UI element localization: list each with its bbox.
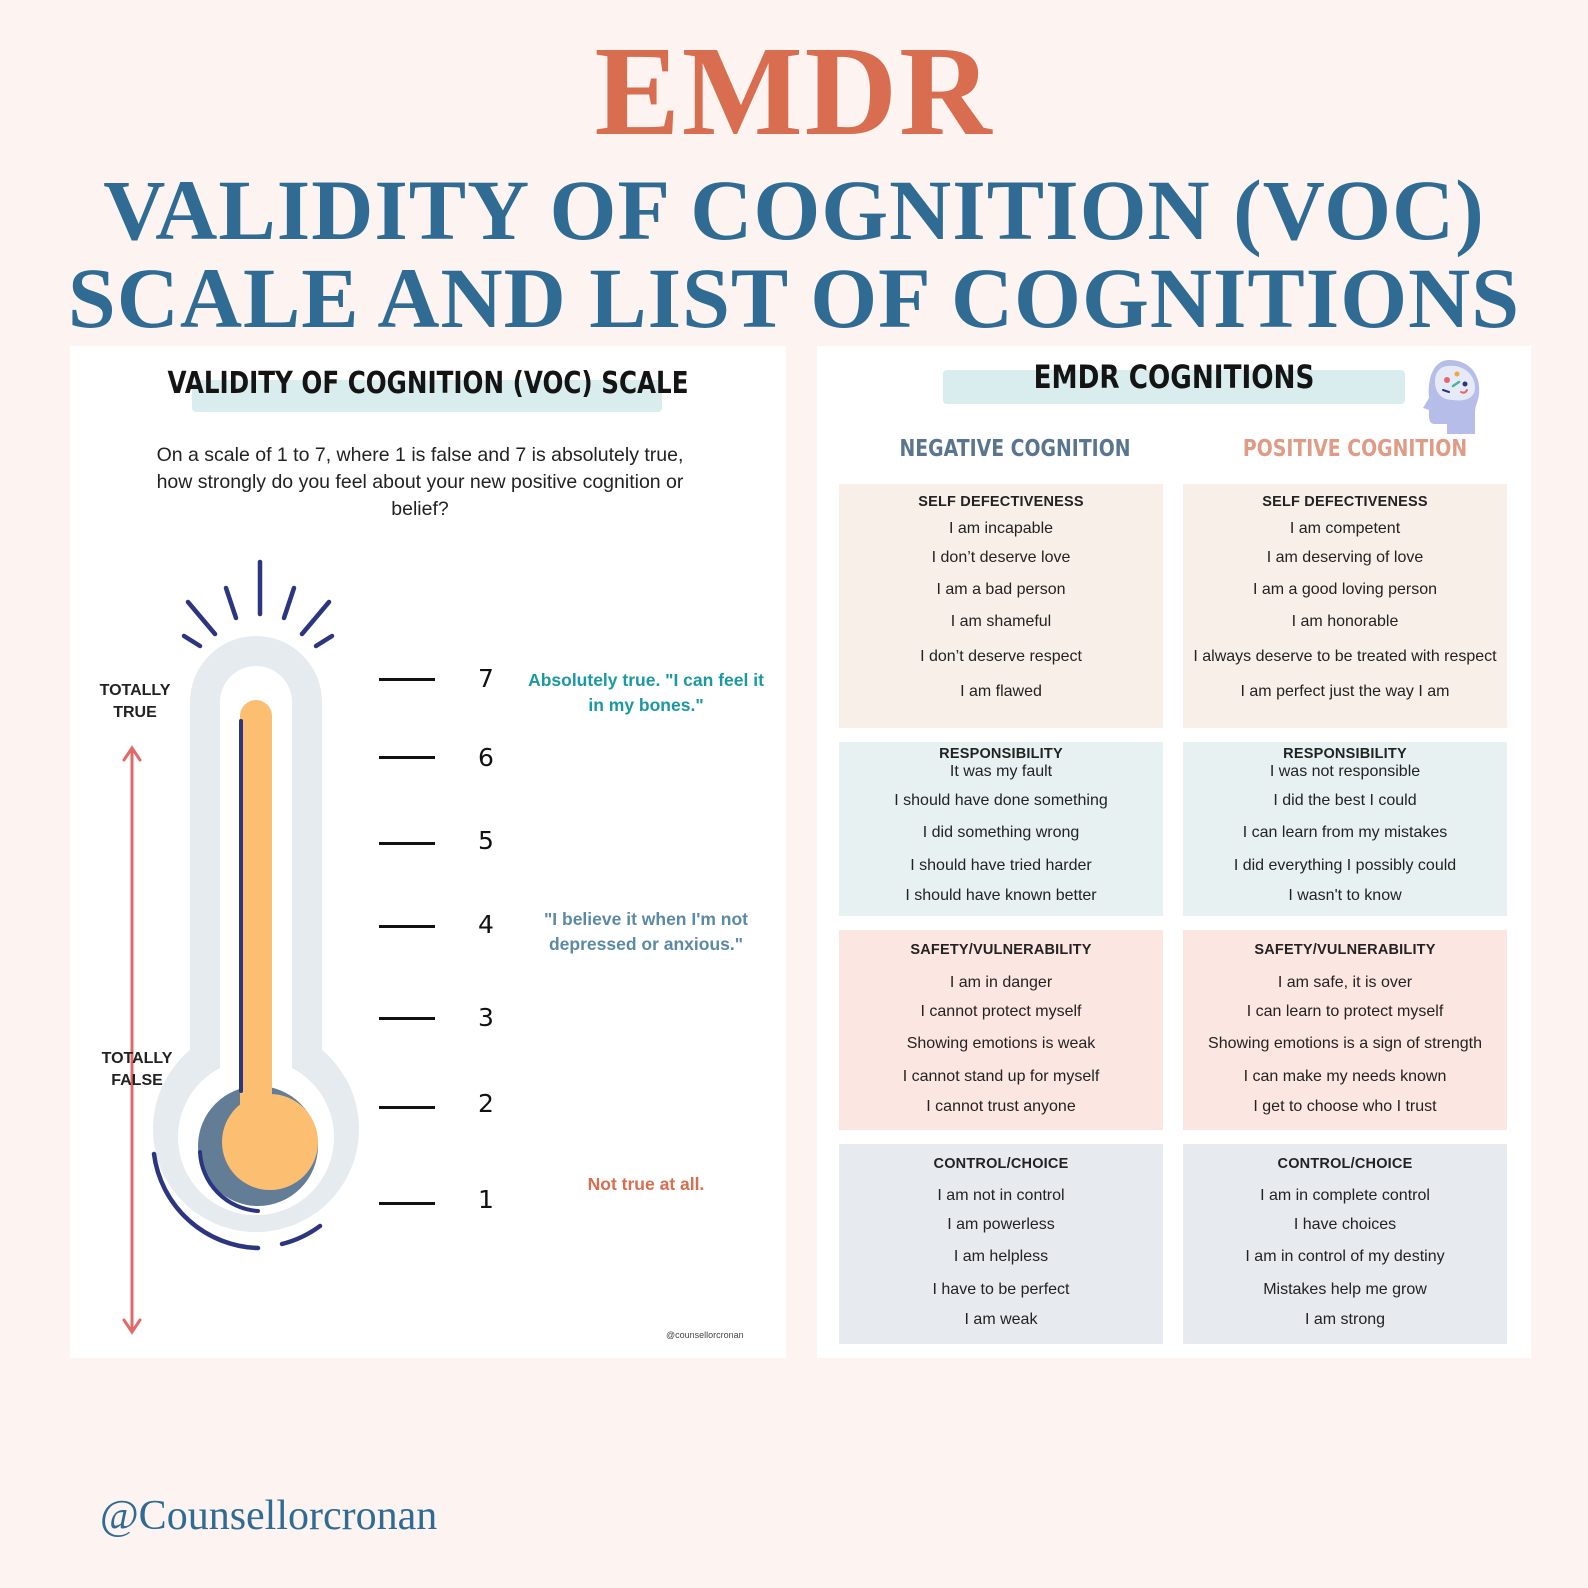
list-item: I am strong <box>1304 1311 1386 1328</box>
scale-question: On a scale of 1 to 7, where 1 is false and 7 is absolutely true, how strongly do you feel about your new positive cognition or belief? <box>156 444 684 520</box>
list-item: I cannot trust anyone <box>926 1098 1076 1115</box>
list-item: I am safe, it is over <box>1277 974 1413 991</box>
main-title: EMDR <box>594 20 994 162</box>
author-handle: @Counsellorcronan <box>100 1493 438 1539</box>
list-item: I am competent <box>1289 520 1401 537</box>
list-item: I am deserving of love <box>1266 549 1424 566</box>
list-item: I am in danger <box>949 974 1053 991</box>
thermometer-graphic <box>70 346 786 1358</box>
list-item: I cannot protect myself <box>920 1003 1082 1020</box>
list-item: I always deserve to be treated with respect <box>1193 648 1497 665</box>
list-item: I don’t deserve respect <box>920 648 1082 665</box>
brain-head-icon <box>1413 354 1485 440</box>
sparkle-rays-icon <box>184 562 332 646</box>
subtitle-line-1: VALIDITY OF COGNITION (VOC) <box>103 162 1485 258</box>
list-item: I should have tried harder <box>910 857 1092 874</box>
category-label: RESPONSIBILITY <box>939 746 1063 762</box>
list-item: I am weak <box>964 1311 1038 1328</box>
tick-mark <box>379 1106 435 1109</box>
list-item: Showing emotions is weak <box>906 1035 1096 1052</box>
positive-responsibility-box <box>1183 742 1507 916</box>
tick-mark <box>379 842 435 845</box>
list-item: I am a bad person <box>936 581 1066 598</box>
cognitions-panel <box>817 346 1531 1358</box>
list-item: I am a good loving person <box>1252 581 1438 598</box>
negative-control-box <box>839 1144 1163 1344</box>
tick-label: 7 <box>478 664 494 693</box>
category-label: CONTROL/CHOICE <box>1277 1156 1413 1172</box>
list-item: It was my fault <box>949 763 1053 780</box>
tick-mark <box>379 678 435 681</box>
category-label: CONTROL/CHOICE <box>933 1156 1069 1172</box>
category-label: RESPONSIBILITY <box>1283 746 1407 762</box>
negative-self-defectiveness-box <box>839 484 1163 728</box>
list-item: I don’t deserve love <box>931 549 1071 566</box>
tick-label: 1 <box>478 1185 494 1214</box>
list-item: I was not responsible <box>1269 763 1421 780</box>
list-item: I can make my needs known <box>1243 1068 1447 1085</box>
subtitle-line-2: SCALE AND LIST OF COGNITIONS <box>67 250 1521 346</box>
category-label: SAFETY/VULNERABILITY <box>1254 942 1436 958</box>
tick-mark <box>379 925 435 928</box>
label-totally-false: TOTALLY FALSE <box>101 1050 173 1089</box>
category-label: SELF DEFECTIVENESS <box>918 494 1084 510</box>
list-item: I can learn from my mistakes <box>1242 824 1448 841</box>
list-item: I have choices <box>1293 1216 1397 1233</box>
positive-control-box <box>1183 1144 1507 1344</box>
tick-label: 3 <box>478 1003 494 1032</box>
list-item: I should have done something <box>894 792 1108 809</box>
list-item: Showing emotions is a sign of strength <box>1208 1035 1482 1052</box>
list-item: I can learn to protect myself <box>1246 1003 1444 1020</box>
cognitions-heading: EMDR COGNITIONS <box>1033 358 1315 396</box>
tick-mark <box>379 756 435 759</box>
tick-label: 2 <box>478 1089 494 1118</box>
list-item: I am perfect just the way I am <box>1240 683 1450 700</box>
tick-label: 6 <box>478 743 494 772</box>
tick-label: 5 <box>478 826 494 855</box>
list-item: I wasn't to know <box>1288 887 1402 904</box>
voc-heading: VALIDITY OF COGNITION (VOC) SCALE <box>167 366 689 401</box>
list-item: I am helpless <box>953 1248 1049 1265</box>
list-item: I am powerless <box>947 1216 1055 1233</box>
voc-scale-panel <box>70 346 786 1358</box>
list-item: I did the best I could <box>1273 792 1417 809</box>
list-item: I did everything I possibly could <box>1233 857 1457 874</box>
list-item: I get to choose who I trust <box>1253 1098 1437 1115</box>
double-arrow-icon <box>124 748 140 1332</box>
list-item: I did something wrong <box>922 824 1080 841</box>
tick-mark <box>379 1202 435 1205</box>
note-level-1: Not true at all. <box>587 1174 705 1194</box>
positive-safety-box <box>1183 930 1507 1130</box>
category-label: SELF DEFECTIVENESS <box>1262 494 1428 510</box>
tick-mark <box>379 1017 435 1020</box>
list-item: I have to be perfect <box>932 1281 1070 1298</box>
label-totally-true: TOTALLY TRUE <box>99 682 171 721</box>
list-item: I should have known better <box>905 887 1097 904</box>
positive-self-defectiveness-box <box>1183 484 1507 728</box>
list-item: I am honorable <box>1291 613 1399 630</box>
positive-cognition-title: POSITIVE COGNITION <box>1242 436 1468 462</box>
negative-responsibility-box <box>839 742 1163 916</box>
negative-cognition-title: NEGATIVE COGNITION <box>899 436 1131 462</box>
list-item: Mistakes help me grow <box>1263 1281 1427 1298</box>
note-level-7: Absolutely true. "I can feel it in my bones." <box>528 670 764 715</box>
list-item: I am shameful <box>950 613 1052 630</box>
note-level-4: "I believe it when I'm not depressed or anxious." <box>543 909 749 954</box>
list-item: I am in complete control <box>1260 1187 1430 1204</box>
watermark: @counsellorcronan <box>666 1330 744 1340</box>
list-item: I am incapable <box>948 520 1054 537</box>
category-label: SAFETY/VULNERABILITY <box>910 942 1092 958</box>
tick-label: 4 <box>478 910 494 939</box>
negative-safety-box <box>839 930 1163 1130</box>
list-item: I am not in control <box>937 1187 1065 1204</box>
list-item: I am flawed <box>960 683 1042 700</box>
list-item: I am in control of my destiny <box>1245 1248 1445 1265</box>
list-item: I cannot stand up for myself <box>902 1068 1100 1085</box>
